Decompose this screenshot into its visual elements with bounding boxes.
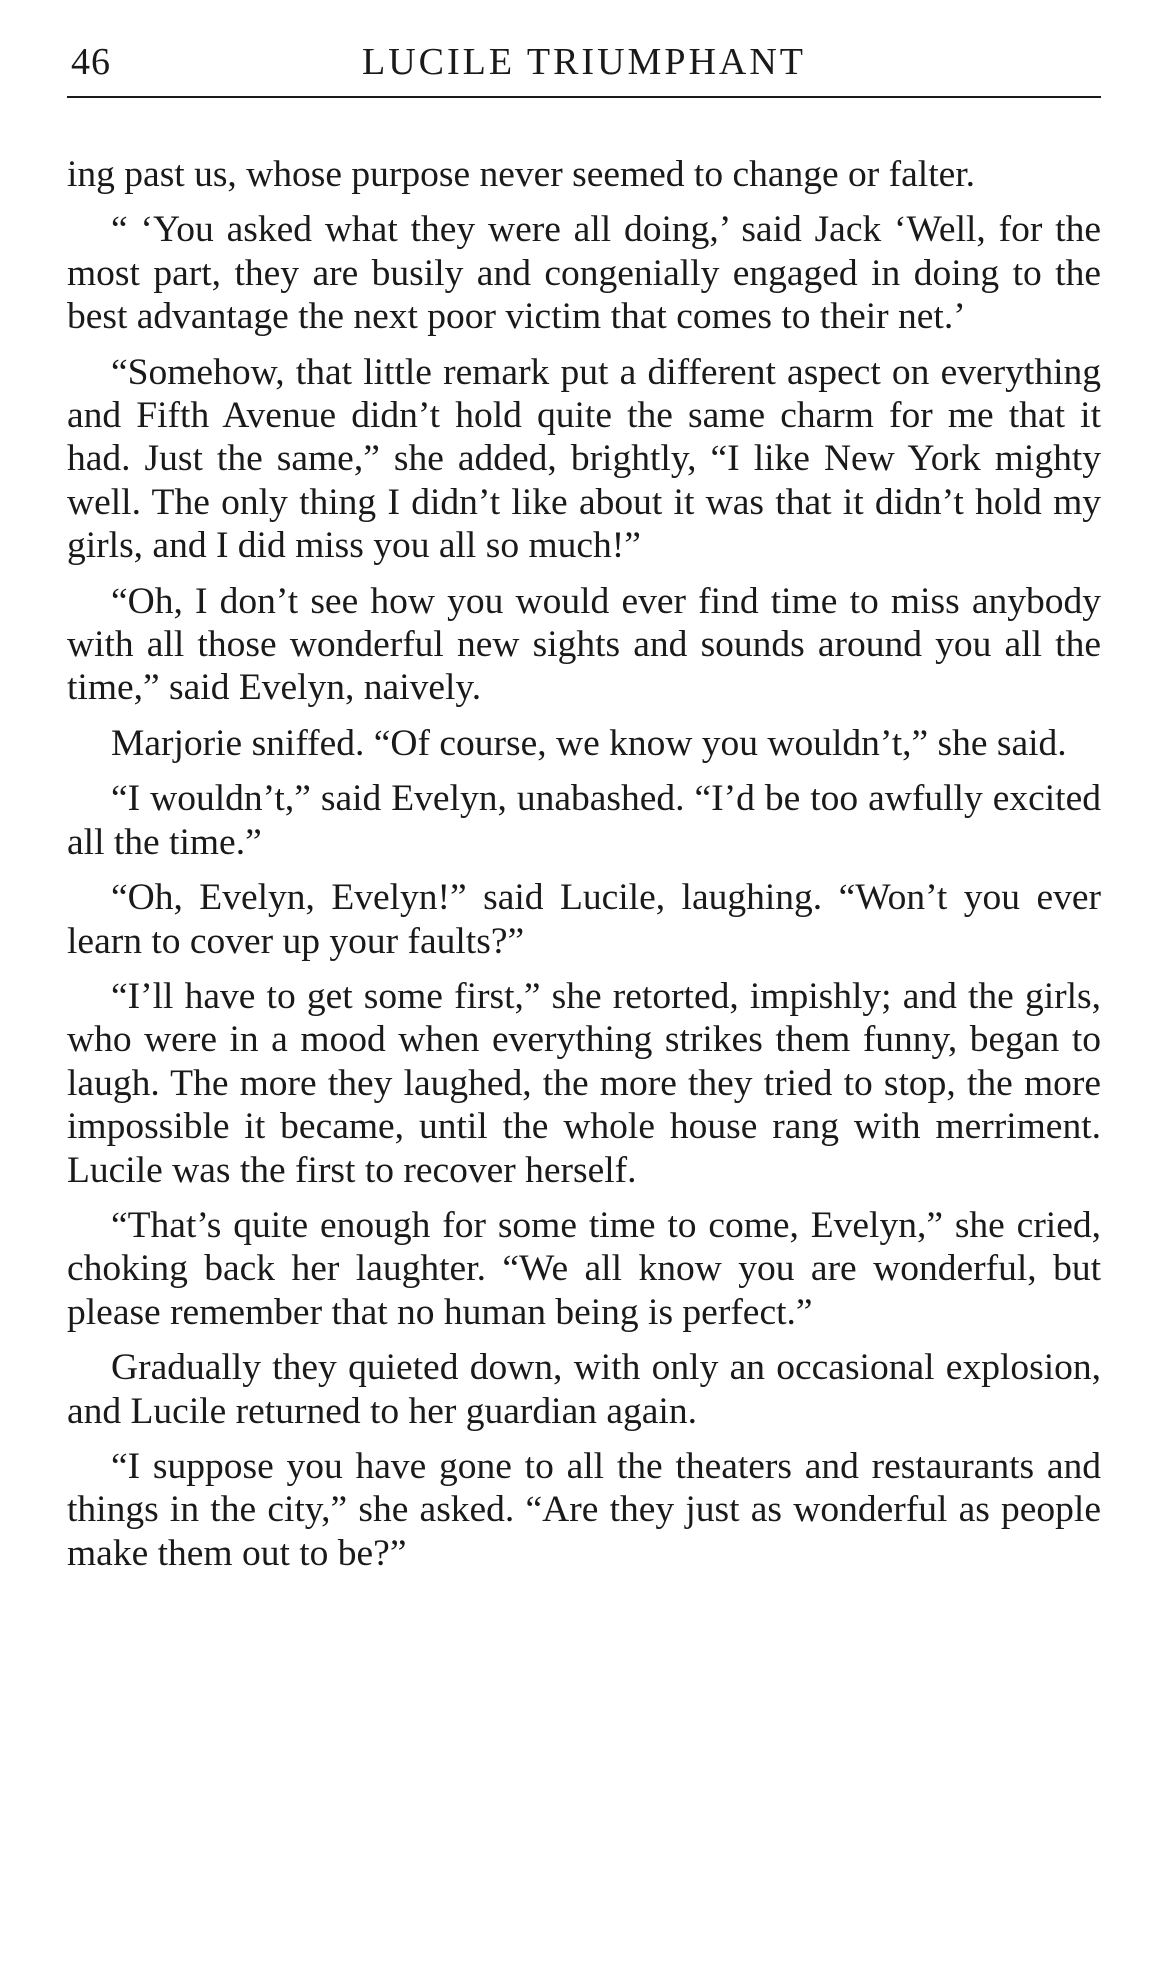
paragraph: “Somehow, that little remark put a different aspect on everything and Fifth Avenue didn’t hold quite the same charm for me that it had. Just the same,” she added, brightly, “I like New York mighty well. The only thing I didn’t like about it was that it didn’t hold my girls, and I did miss you all so much!” [67, 351, 1101, 567]
paragraph: “Oh, I don’t see how you would ever find time to miss anybody with all those wonderful new sights and sounds around you all the time,” said Evelyn, naively. [67, 580, 1101, 709]
paragraph: “Oh, Evelyn, Evelyn!” said Lucile, laughing. “Won’t you ever learn to cover up your faults?” [67, 877, 1101, 962]
paragraph: Marjorie sniffed. “Of course, we know you wouldn’t,” she said. [111, 722, 1067, 764]
body-text [67, 153, 1101, 1575]
paragraph: Gradually they quieted down, with only an occasional explosion, and Lucile returned to her guardian again. [67, 1347, 1101, 1432]
paragraph: “I suppose you have gone to all the theaters and restaurants and things in the city,” she asked. “Are they just as wonderful as people make them out to be?” [67, 1445, 1101, 1574]
paragraph: “ ‘You asked what they were all doing,’ said Jack ‘Well, for the most part, they are busily and congenially engaged in doing to the best advantage the next poor victim that comes to their net.’ [67, 209, 1101, 338]
book-page [67, 36, 1101, 1587]
running-title: LUCILE TRIUMPHANT [361, 41, 806, 83]
paragraph: “I wouldn’t,” said Evelyn, unabashed. “I’d be too awfully excited all the time.” [67, 778, 1101, 863]
running-header [67, 36, 1101, 98]
paragraph: ing past us, whose purpose never seemed to change or falter. [67, 154, 976, 195]
paragraph: “That’s quite enough for some time to come, Evelyn,” she cried, choking back her laughter. “We all know you are wonderful, but please remember that no human being is perfect.” [67, 1204, 1101, 1333]
page-number: 46 [71, 41, 111, 83]
paragraph: “I’ll have to get some first,” she retorted, impishly; and the girls, who were in a mood when everything strikes them funny, began to laugh. The more they laughed, the more they tried to stop, the more impossible it became, until the whole house rang with merriment. Lucile was the first to recover herself. [67, 975, 1101, 1191]
